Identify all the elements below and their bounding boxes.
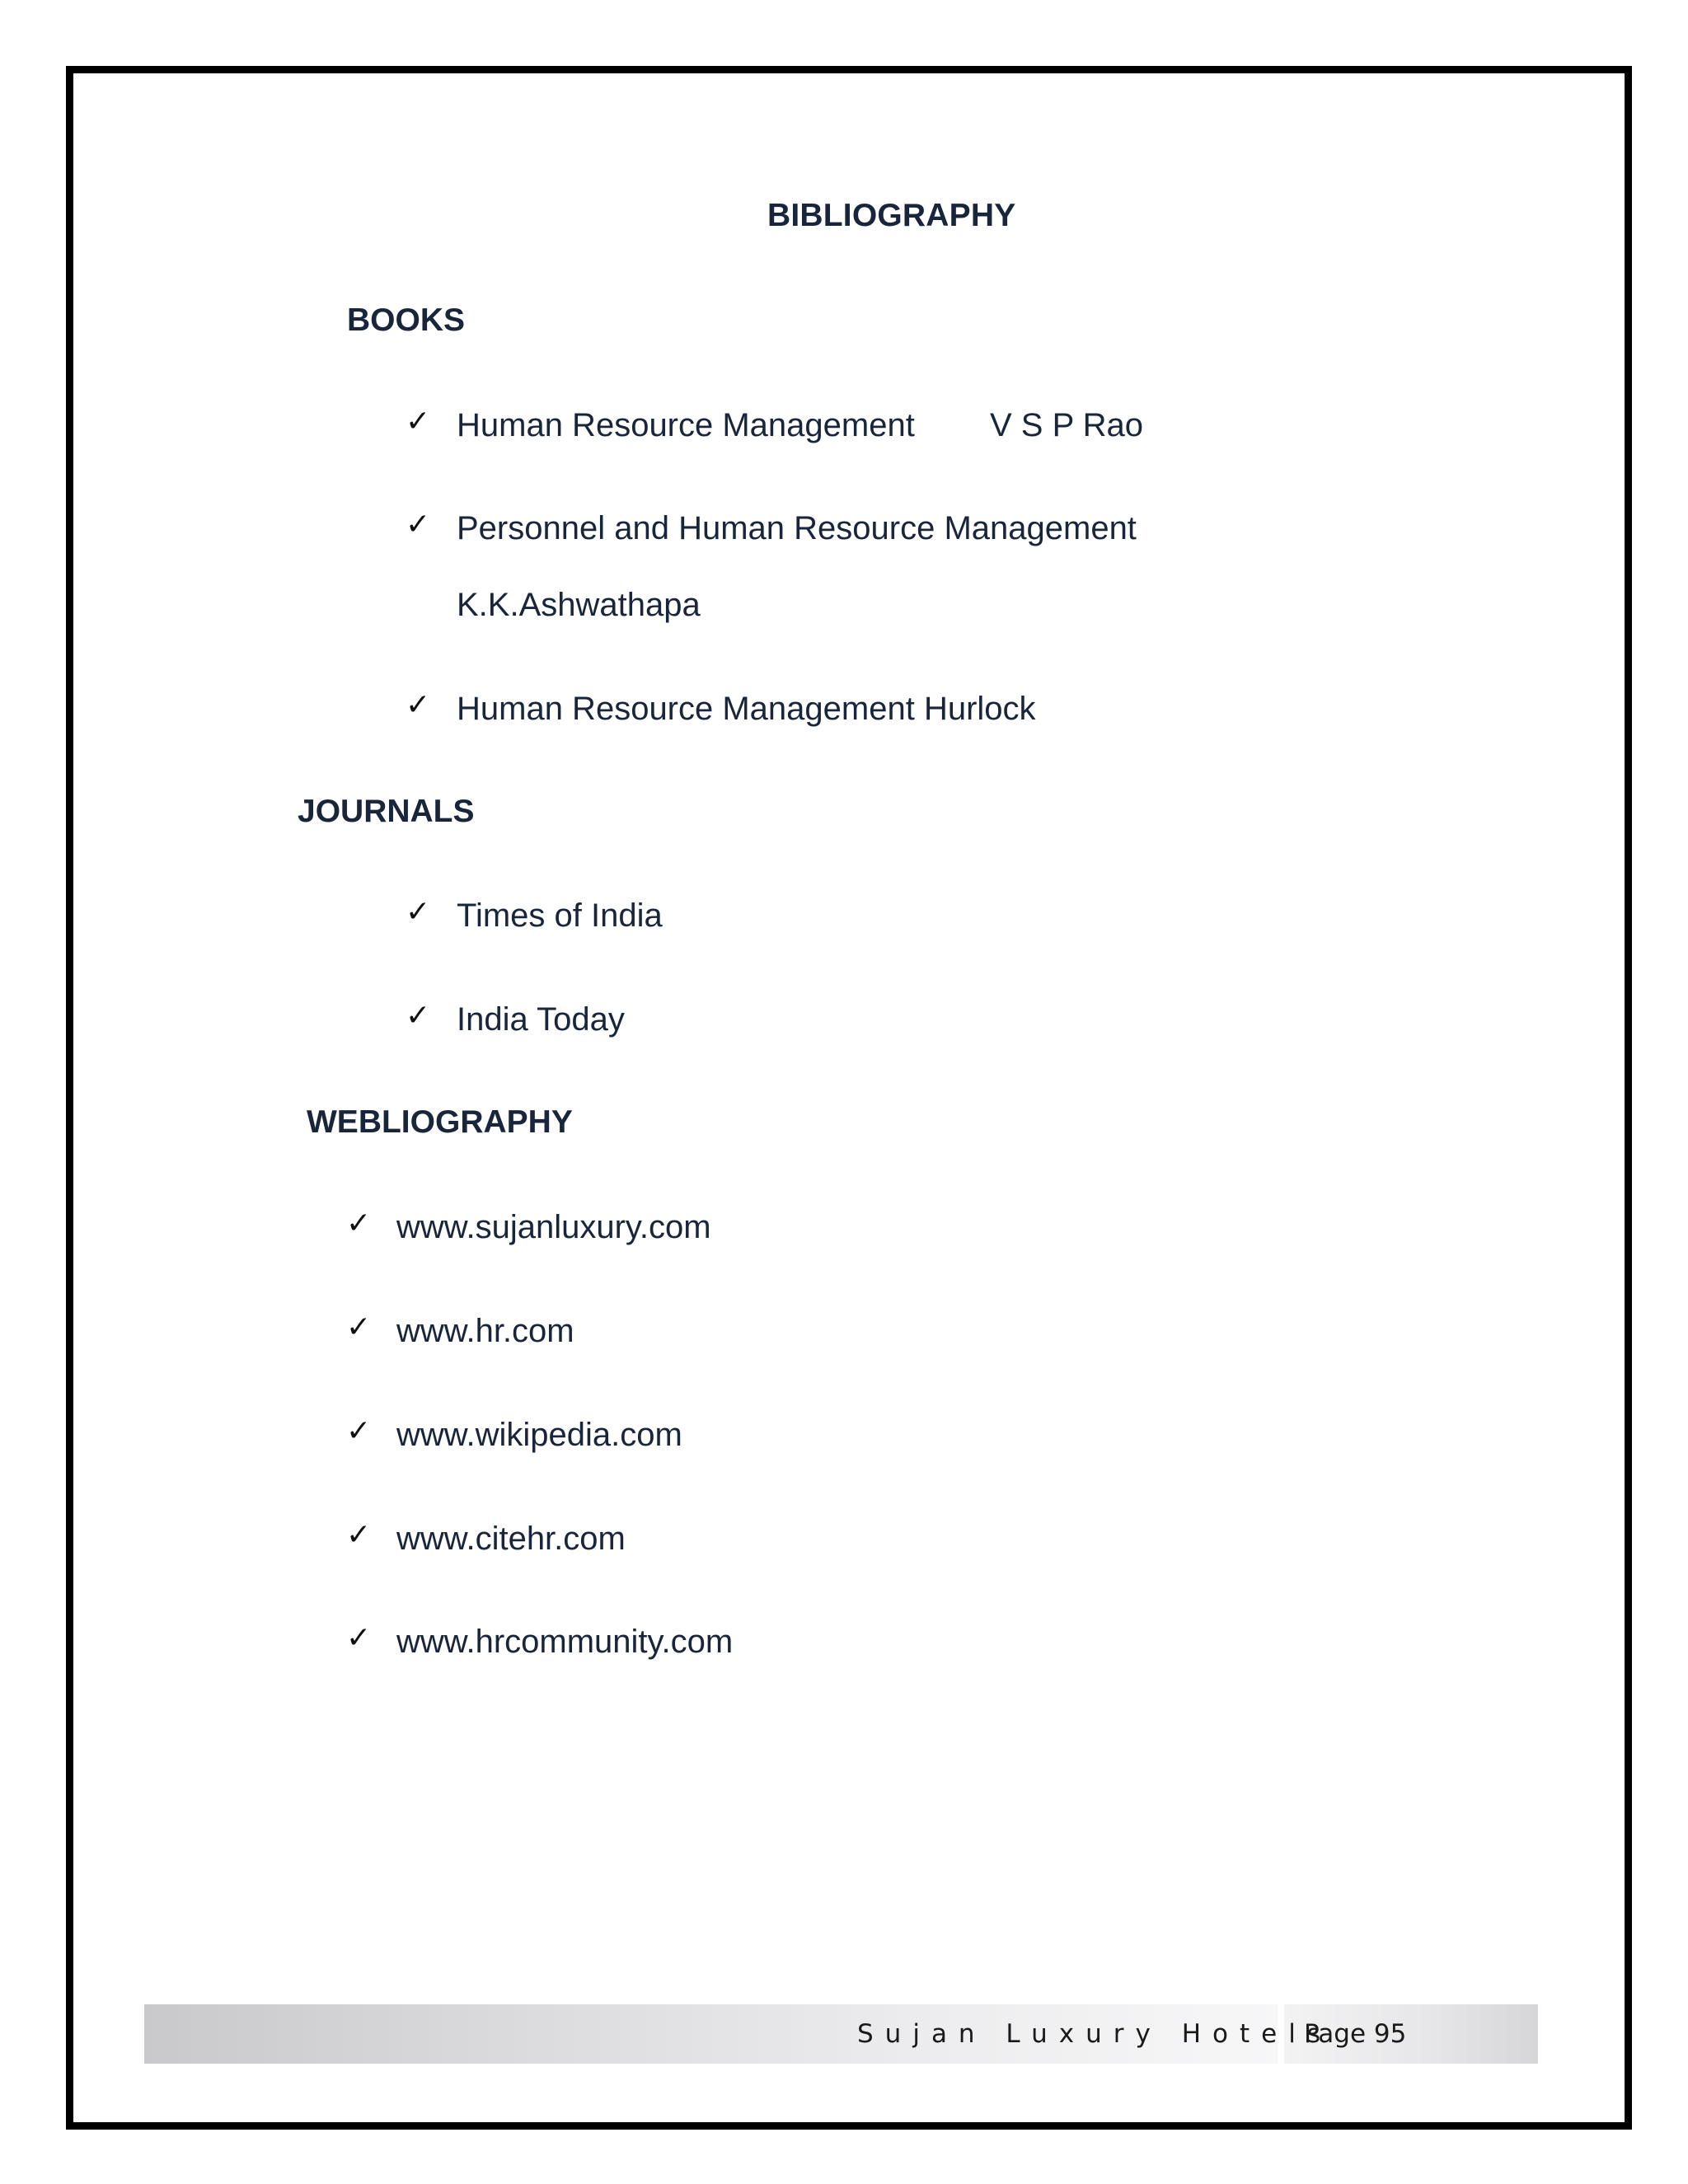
check-icon: ✓: [346, 1621, 372, 1655]
web-link[interactable]: www.wikipedia.com: [396, 1417, 682, 1453]
webliography-heading: WEBLIOGRAPHY: [307, 1104, 573, 1140]
web-link[interactable]: www.citehr.com: [396, 1521, 626, 1557]
book-2-author: K.K.Ashwathapa: [457, 587, 701, 623]
check-icon: ✓: [406, 895, 431, 929]
journal-item: India Today: [457, 1001, 625, 1038]
book-2-title: Personnel and Human Resource Management: [457, 510, 1137, 546]
page-border: [66, 66, 1632, 2130]
check-icon: ✓: [406, 405, 431, 438]
books-heading: BOOKS: [347, 302, 466, 338]
footer-brand: Sujan Luxury Hotels: [857, 2019, 1333, 2049]
web-link[interactable]: www.sujanluxury.com: [396, 1209, 711, 1245]
page-number: Page 95: [1304, 2019, 1407, 2049]
web-link[interactable]: www.hr.com: [396, 1313, 574, 1349]
check-icon: ✓: [346, 1414, 372, 1448]
web-link[interactable]: www.hrcommunity.com: [396, 1624, 734, 1660]
journals-heading: JOURNALS: [298, 794, 475, 829]
check-icon: ✓: [406, 508, 431, 541]
book-1-author: V S P Rao: [990, 407, 1144, 443]
check-icon: ✓: [346, 1207, 372, 1240]
check-icon: ✓: [346, 1310, 372, 1344]
check-icon: ✓: [406, 688, 431, 722]
check-icon: ✓: [406, 999, 431, 1033]
check-icon: ✓: [346, 1518, 372, 1552]
book-3-title: Human Resource Management Hurlock: [457, 691, 1036, 727]
journal-item: Times of India: [457, 898, 663, 934]
page-title: BIBLIOGRAPHY: [767, 198, 1016, 233]
book-1-title: Human Resource Management: [457, 407, 915, 443]
